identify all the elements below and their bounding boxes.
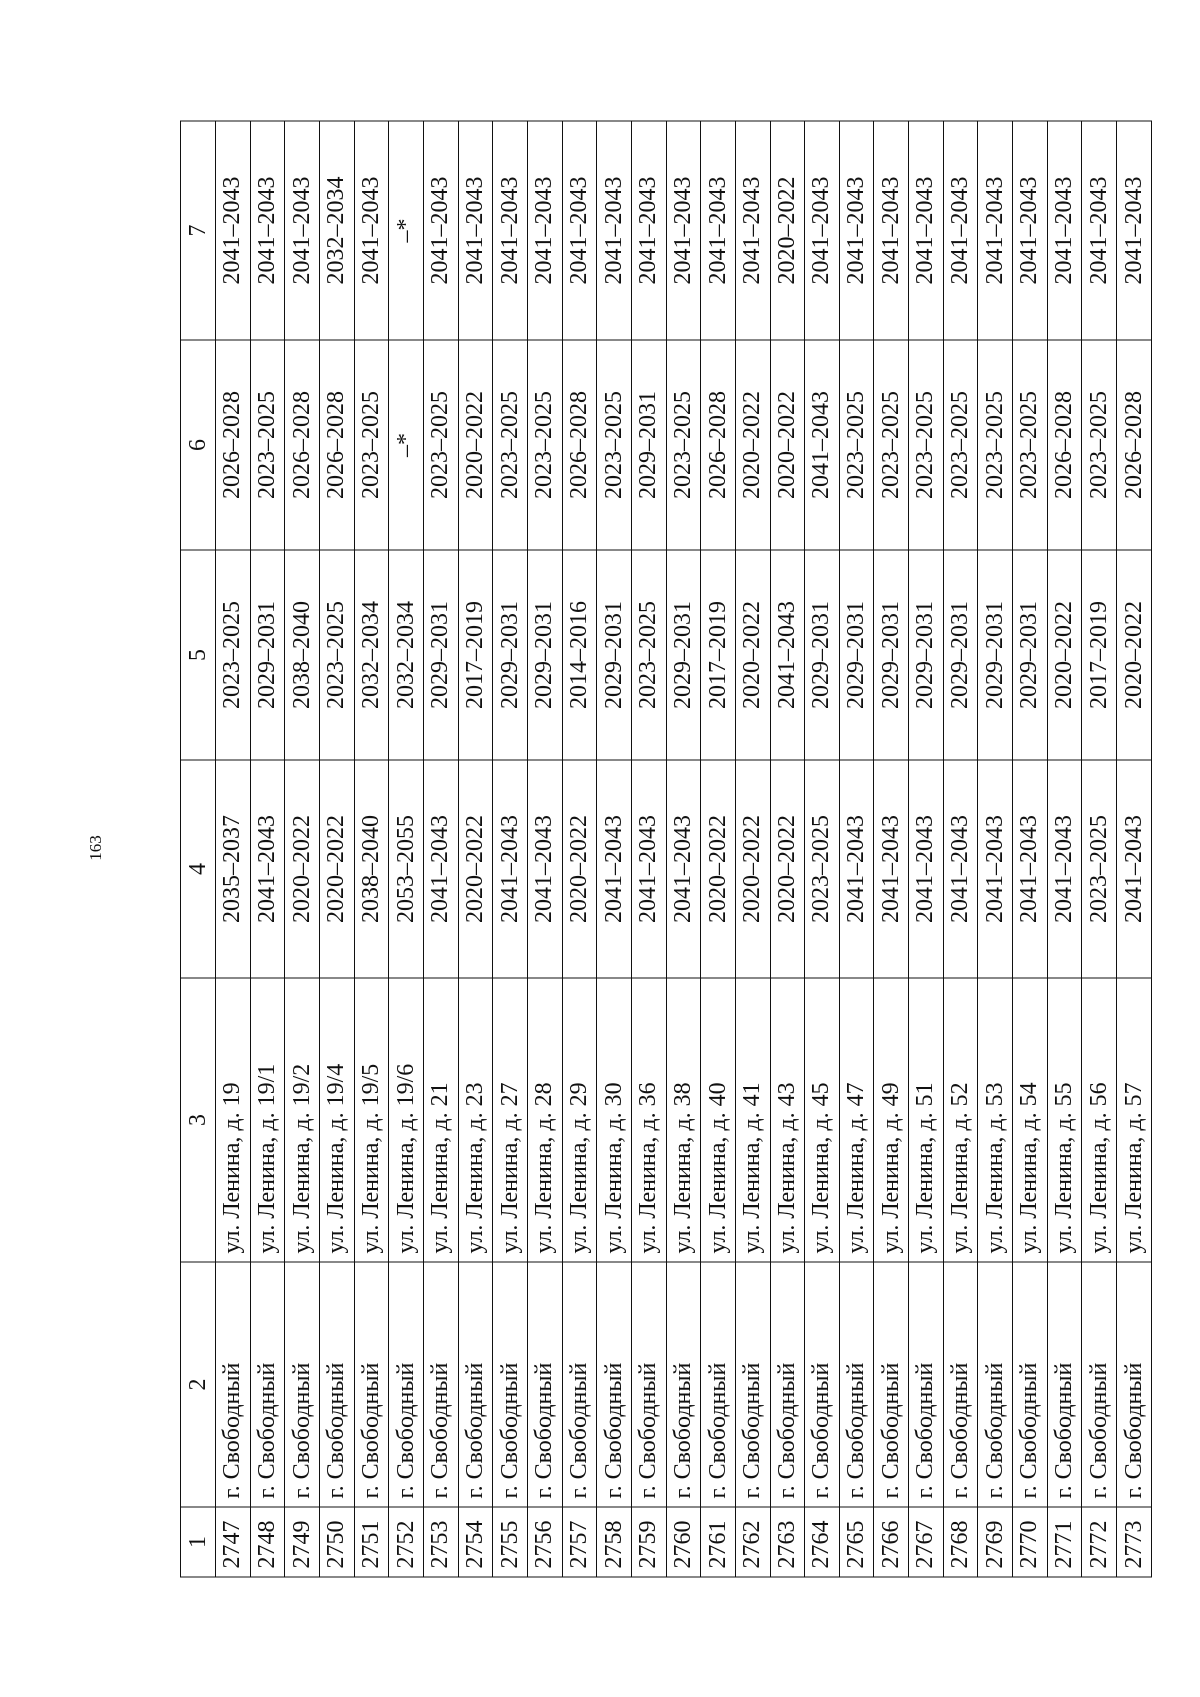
address-cell: ул. Ленина, д. 41 bbox=[735, 978, 770, 1262]
period-cell-col4: 2041–2043 bbox=[423, 760, 458, 978]
period-cell-col4: 2020–2022 bbox=[562, 760, 597, 978]
period-cell-col6: 2023–2025 bbox=[493, 340, 528, 550]
address-cell: ул. Ленина, д. 43 bbox=[770, 978, 805, 1262]
row-number-cell: 2752 bbox=[389, 1507, 424, 1577]
row-number-cell: 2762 bbox=[735, 1507, 770, 1577]
city-cell: г. Свободный bbox=[319, 1262, 354, 1507]
schedule-table bbox=[180, 121, 1152, 1578]
period-cell-col7: 2041–2043 bbox=[874, 121, 909, 340]
row-number-cell: 2747 bbox=[216, 1507, 251, 1577]
address-cell: ул. Ленина, д. 57 bbox=[1117, 978, 1152, 1262]
city-cell: г. Свободный bbox=[562, 1262, 597, 1507]
period-cell-col6: 2026–2028 bbox=[216, 340, 251, 550]
table-row bbox=[562, 121, 597, 1577]
table-row bbox=[597, 121, 632, 1577]
city-cell: г. Свободный bbox=[839, 1262, 874, 1507]
table-row bbox=[839, 121, 874, 1577]
period-cell-col7: 2041–2043 bbox=[527, 121, 562, 340]
period-cell-col5: 2023–2025 bbox=[319, 550, 354, 760]
row-number-cell: 2773 bbox=[1117, 1507, 1152, 1577]
period-cell-col4: 2041–2043 bbox=[666, 760, 701, 978]
period-cell-col5: 2029–2031 bbox=[943, 550, 978, 760]
column-header: 6 bbox=[181, 340, 216, 550]
table-row bbox=[250, 121, 285, 1577]
period-cell-col4: 2041–2043 bbox=[874, 760, 909, 978]
period-cell-col5: 2029–2031 bbox=[909, 550, 944, 760]
period-cell-col4: 2038–2040 bbox=[354, 760, 389, 978]
column-header: 7 bbox=[181, 121, 216, 340]
period-cell-col4: 2020–2022 bbox=[319, 760, 354, 978]
period-cell-col5: 2029–2031 bbox=[423, 550, 458, 760]
row-number-cell: 2769 bbox=[978, 1507, 1013, 1577]
city-cell: г. Свободный bbox=[978, 1262, 1013, 1507]
row-number-cell: 2761 bbox=[701, 1507, 736, 1577]
period-cell-col6: 2020–2022 bbox=[458, 340, 493, 550]
city-cell: г. Свободный bbox=[805, 1262, 840, 1507]
table-row bbox=[1117, 121, 1152, 1577]
city-cell: г. Свободный bbox=[250, 1262, 285, 1507]
period-cell-col7: 2041–2043 bbox=[666, 121, 701, 340]
period-cell-col4: 2035–2037 bbox=[216, 760, 251, 978]
address-cell: ул. Ленина, д. 38 bbox=[666, 978, 701, 1262]
city-cell: г. Свободный bbox=[597, 1262, 632, 1507]
row-number-cell: 2750 bbox=[319, 1507, 354, 1577]
period-cell-col6: 2023–2025 bbox=[909, 340, 944, 550]
table-row bbox=[389, 121, 424, 1577]
period-cell-col6: 2026–2028 bbox=[1117, 340, 1152, 550]
row-number-cell: 2771 bbox=[1047, 1507, 1082, 1577]
address-cell: ул. Ленина, д. 23 bbox=[458, 978, 493, 1262]
period-cell-col7: 2041–2043 bbox=[354, 121, 389, 340]
period-cell-col7: 2041–2043 bbox=[839, 121, 874, 340]
row-number-cell: 2765 bbox=[839, 1507, 874, 1577]
period-cell-col4: 2053–2055 bbox=[389, 760, 424, 978]
period-cell-col5: 2029–2031 bbox=[527, 550, 562, 760]
address-cell: ул. Ленина, д. 29 bbox=[562, 978, 597, 1262]
address-cell: ул. Ленина, д. 53 bbox=[978, 978, 1013, 1262]
table-row bbox=[770, 121, 805, 1577]
period-cell-col7: 2041–2043 bbox=[805, 121, 840, 340]
city-cell: г. Свободный bbox=[527, 1262, 562, 1507]
period-cell-col7: 2041–2043 bbox=[423, 121, 458, 340]
row-number-cell: 2768 bbox=[943, 1507, 978, 1577]
period-cell-col4: 2041–2043 bbox=[597, 760, 632, 978]
row-number-cell: 2758 bbox=[597, 1507, 632, 1577]
row-number-cell: 2756 bbox=[527, 1507, 562, 1577]
period-cell-col4: 2041–2043 bbox=[1117, 760, 1152, 978]
column-header: 3 bbox=[181, 978, 216, 1262]
period-cell-col5: 2029–2031 bbox=[493, 550, 528, 760]
period-cell-col5: 2029–2031 bbox=[250, 550, 285, 760]
row-number-cell: 2749 bbox=[285, 1507, 320, 1577]
period-cell-col4: 2020–2022 bbox=[701, 760, 736, 978]
period-cell-col5: 2023–2025 bbox=[631, 550, 666, 760]
period-cell-col6: 2026–2028 bbox=[285, 340, 320, 550]
period-cell-col6: 2029–2031 bbox=[631, 340, 666, 550]
period-cell-col6: 2023–2025 bbox=[250, 340, 285, 550]
period-cell-col7: 2041–2043 bbox=[216, 121, 251, 340]
period-cell-col5: 2020–2022 bbox=[1047, 550, 1082, 760]
period-cell-col5: 2029–2031 bbox=[666, 550, 701, 760]
period-cell-col5: 2029–2031 bbox=[805, 550, 840, 760]
address-cell: ул. Ленина, д. 19 bbox=[216, 978, 251, 1262]
city-cell: г. Свободный bbox=[389, 1262, 424, 1507]
address-cell: ул. Ленина, д. 19/5 bbox=[354, 978, 389, 1262]
period-cell-col5: 2029–2031 bbox=[839, 550, 874, 760]
row-number-cell: 2766 bbox=[874, 1507, 909, 1577]
table-row bbox=[319, 121, 354, 1577]
table-row bbox=[458, 121, 493, 1577]
period-cell-col7: 2041–2043 bbox=[250, 121, 285, 340]
table-row bbox=[631, 121, 666, 1577]
period-cell-col4: 2041–2043 bbox=[631, 760, 666, 978]
row-number-cell: 2767 bbox=[909, 1507, 944, 1577]
column-header: 2 bbox=[181, 1262, 216, 1507]
address-cell: ул. Ленина, д. 47 bbox=[839, 978, 874, 1262]
period-cell-col6: 2023–2025 bbox=[978, 340, 1013, 550]
period-cell-col6: 2023–2025 bbox=[354, 340, 389, 550]
page-number: 163 bbox=[86, 835, 105, 861]
period-cell-col4: 2020–2022 bbox=[735, 760, 770, 978]
period-cell-col6: 2023–2025 bbox=[874, 340, 909, 550]
period-cell-col7: 2041–2043 bbox=[285, 121, 320, 340]
period-cell-col5: 2032–2034 bbox=[354, 550, 389, 760]
period-cell-col7: 2041–2043 bbox=[597, 121, 632, 340]
period-cell-col7: 2041–2043 bbox=[909, 121, 944, 340]
address-cell: ул. Ленина, д. 19/6 bbox=[389, 978, 424, 1262]
period-cell-col7: 2041–2043 bbox=[735, 121, 770, 340]
period-cell-col7: 2041–2043 bbox=[458, 121, 493, 340]
row-number-cell: 2760 bbox=[666, 1507, 701, 1577]
period-cell-col6: 2023–2025 bbox=[1013, 340, 1048, 550]
table-row bbox=[805, 121, 840, 1577]
address-cell: ул. Ленина, д. 45 bbox=[805, 978, 840, 1262]
table-row bbox=[216, 121, 251, 1577]
period-cell-col6: 2023–2025 bbox=[943, 340, 978, 550]
period-cell-col6: 2026–2028 bbox=[1047, 340, 1082, 550]
period-cell-col5: 2017–2019 bbox=[1082, 550, 1117, 760]
period-cell-col6: 2020–2022 bbox=[735, 340, 770, 550]
period-cell-col4: 2023–2025 bbox=[1082, 760, 1117, 978]
table-row bbox=[527, 121, 562, 1577]
table-row bbox=[735, 121, 770, 1577]
table-container bbox=[180, 121, 1152, 1577]
period-cell-col5: 2038–2040 bbox=[285, 550, 320, 760]
address-cell: ул. Ленина, д. 19/4 bbox=[319, 978, 354, 1262]
period-cell-col7: 2041–2043 bbox=[978, 121, 1013, 340]
address-cell: ул. Ленина, д. 27 bbox=[493, 978, 528, 1262]
period-cell-col4: 2041–2043 bbox=[527, 760, 562, 978]
table-row bbox=[978, 121, 1013, 1577]
table-row bbox=[874, 121, 909, 1577]
city-cell: г. Свободный bbox=[1013, 1262, 1048, 1507]
city-cell: г. Свободный bbox=[216, 1262, 251, 1507]
period-cell-col4: 2020–2022 bbox=[770, 760, 805, 978]
period-cell-col7: 2041–2043 bbox=[562, 121, 597, 340]
period-cell-col6: –* bbox=[389, 340, 424, 550]
address-cell: ул. Ленина, д. 30 bbox=[597, 978, 632, 1262]
city-cell: г. Свободный bbox=[458, 1262, 493, 1507]
table-row bbox=[666, 121, 701, 1577]
row-number-cell: 2759 bbox=[631, 1507, 666, 1577]
table-row bbox=[1082, 121, 1117, 1577]
period-cell-col7: 2041–2043 bbox=[701, 121, 736, 340]
address-cell: ул. Ленина, д. 56 bbox=[1082, 978, 1117, 1262]
period-cell-col7: –* bbox=[389, 121, 424, 340]
address-cell: ул. Ленина, д. 21 bbox=[423, 978, 458, 1262]
column-header: 5 bbox=[181, 550, 216, 760]
table-body bbox=[216, 121, 1152, 1577]
period-cell-col4: 2041–2043 bbox=[1013, 760, 1048, 978]
table-row bbox=[1047, 121, 1082, 1577]
period-cell-col6: 2023–2025 bbox=[1082, 340, 1117, 550]
city-cell: г. Свободный bbox=[631, 1262, 666, 1507]
period-cell-col7: 2041–2043 bbox=[1047, 121, 1082, 340]
period-cell-col5: 2029–2031 bbox=[874, 550, 909, 760]
row-number-cell: 2763 bbox=[770, 1507, 805, 1577]
city-cell: г. Свободный bbox=[666, 1262, 701, 1507]
period-cell-col5: 2029–2031 bbox=[1013, 550, 1048, 760]
city-cell: г. Свободный bbox=[874, 1262, 909, 1507]
city-cell: г. Свободный bbox=[354, 1262, 389, 1507]
period-cell-col6: 2023–2025 bbox=[666, 340, 701, 550]
period-cell-col6: 2023–2025 bbox=[527, 340, 562, 550]
city-cell: г. Свободный bbox=[701, 1262, 736, 1507]
period-cell-col6: 2023–2025 bbox=[839, 340, 874, 550]
period-cell-col5: 2017–2019 bbox=[701, 550, 736, 760]
column-header: 4 bbox=[181, 760, 216, 978]
period-cell-col6: 2026–2028 bbox=[319, 340, 354, 550]
period-cell-col5: 2023–2025 bbox=[216, 550, 251, 760]
period-cell-col7: 2041–2043 bbox=[1082, 121, 1117, 340]
row-number-cell: 2753 bbox=[423, 1507, 458, 1577]
city-cell: г. Свободный bbox=[493, 1262, 528, 1507]
row-number-cell: 2757 bbox=[562, 1507, 597, 1577]
city-cell: г. Свободный bbox=[770, 1262, 805, 1507]
city-cell: г. Свободный bbox=[1047, 1262, 1082, 1507]
row-number-cell: 2764 bbox=[805, 1507, 840, 1577]
row-number-cell: 2754 bbox=[458, 1507, 493, 1577]
address-cell: ул. Ленина, д. 40 bbox=[701, 978, 736, 1262]
period-cell-col4: 2041–2043 bbox=[493, 760, 528, 978]
period-cell-col5: 2041–2043 bbox=[770, 550, 805, 760]
period-cell-col7: 2041–2043 bbox=[1013, 121, 1048, 340]
city-cell: г. Свободный bbox=[1117, 1262, 1152, 1507]
period-cell-col6: 2041–2043 bbox=[805, 340, 840, 550]
period-cell-col4: 2041–2043 bbox=[1047, 760, 1082, 978]
address-cell: ул. Ленина, д. 19/2 bbox=[285, 978, 320, 1262]
period-cell-col5: 2029–2031 bbox=[597, 550, 632, 760]
period-cell-col4: 2041–2043 bbox=[250, 760, 285, 978]
period-cell-col4: 2041–2043 bbox=[839, 760, 874, 978]
period-cell-col6: 2020–2022 bbox=[770, 340, 805, 550]
row-number-cell: 2772 bbox=[1082, 1507, 1117, 1577]
period-cell-col5: 2032–2034 bbox=[389, 550, 424, 760]
period-cell-col7: 2041–2043 bbox=[631, 121, 666, 340]
address-cell: ул. Ленина, д. 36 bbox=[631, 978, 666, 1262]
city-cell: г. Свободный bbox=[943, 1262, 978, 1507]
period-cell-col6: 2023–2025 bbox=[423, 340, 458, 550]
table-row bbox=[701, 121, 736, 1577]
period-cell-col7: 2032–2034 bbox=[319, 121, 354, 340]
period-cell-col6: 2026–2028 bbox=[701, 340, 736, 550]
table-row bbox=[943, 121, 978, 1577]
period-cell-col4: 2041–2043 bbox=[943, 760, 978, 978]
address-cell: ул. Ленина, д. 55 bbox=[1047, 978, 1082, 1262]
row-number-cell: 2755 bbox=[493, 1507, 528, 1577]
period-cell-col5: 2017–2019 bbox=[458, 550, 493, 760]
period-cell-col4: 2041–2043 bbox=[909, 760, 944, 978]
table-row bbox=[285, 121, 320, 1577]
city-cell: г. Свободный bbox=[735, 1262, 770, 1507]
address-cell: ул. Ленина, д. 54 bbox=[1013, 978, 1048, 1262]
period-cell-col4: 2020–2022 bbox=[285, 760, 320, 978]
address-cell: ул. Ленина, д. 52 bbox=[943, 978, 978, 1262]
period-cell-col7: 2041–2043 bbox=[943, 121, 978, 340]
city-cell: г. Свободный bbox=[285, 1262, 320, 1507]
table-row bbox=[1013, 121, 1048, 1577]
address-cell: ул. Ленина, д. 51 bbox=[909, 978, 944, 1262]
period-cell-col5: 2020–2022 bbox=[735, 550, 770, 760]
city-cell: г. Свободный bbox=[1082, 1262, 1117, 1507]
period-cell-col5: 2014–2016 bbox=[562, 550, 597, 760]
period-cell-col4: 2020–2022 bbox=[458, 760, 493, 978]
row-number-cell: 2748 bbox=[250, 1507, 285, 1577]
address-cell: ул. Ленина, д. 28 bbox=[527, 978, 562, 1262]
period-cell-col4: 2023–2025 bbox=[805, 760, 840, 978]
column-header: 1 bbox=[181, 1507, 216, 1577]
period-cell-col7: 2041–2043 bbox=[1117, 121, 1152, 340]
city-cell: г. Свободный bbox=[423, 1262, 458, 1507]
row-number-cell: 2770 bbox=[1013, 1507, 1048, 1577]
period-cell-col5: 2020–2022 bbox=[1117, 550, 1152, 760]
address-cell: ул. Ленина, д. 19/1 bbox=[250, 978, 285, 1262]
row-number-cell: 2751 bbox=[354, 1507, 389, 1577]
period-cell-col7: 2041–2043 bbox=[493, 121, 528, 340]
table-row bbox=[354, 121, 389, 1577]
city-cell: г. Свободный bbox=[909, 1262, 944, 1507]
table-row bbox=[909, 121, 944, 1577]
period-cell-col6: 2026–2028 bbox=[562, 340, 597, 550]
table-row bbox=[493, 121, 528, 1577]
period-cell-col5: 2029–2031 bbox=[978, 550, 1013, 760]
period-cell-col6: 2023–2025 bbox=[597, 340, 632, 550]
period-cell-col7: 2020–2022 bbox=[770, 121, 805, 340]
table-row bbox=[423, 121, 458, 1577]
period-cell-col4: 2041–2043 bbox=[978, 760, 1013, 978]
header-row bbox=[181, 121, 216, 1577]
address-cell: ул. Ленина, д. 49 bbox=[874, 978, 909, 1262]
